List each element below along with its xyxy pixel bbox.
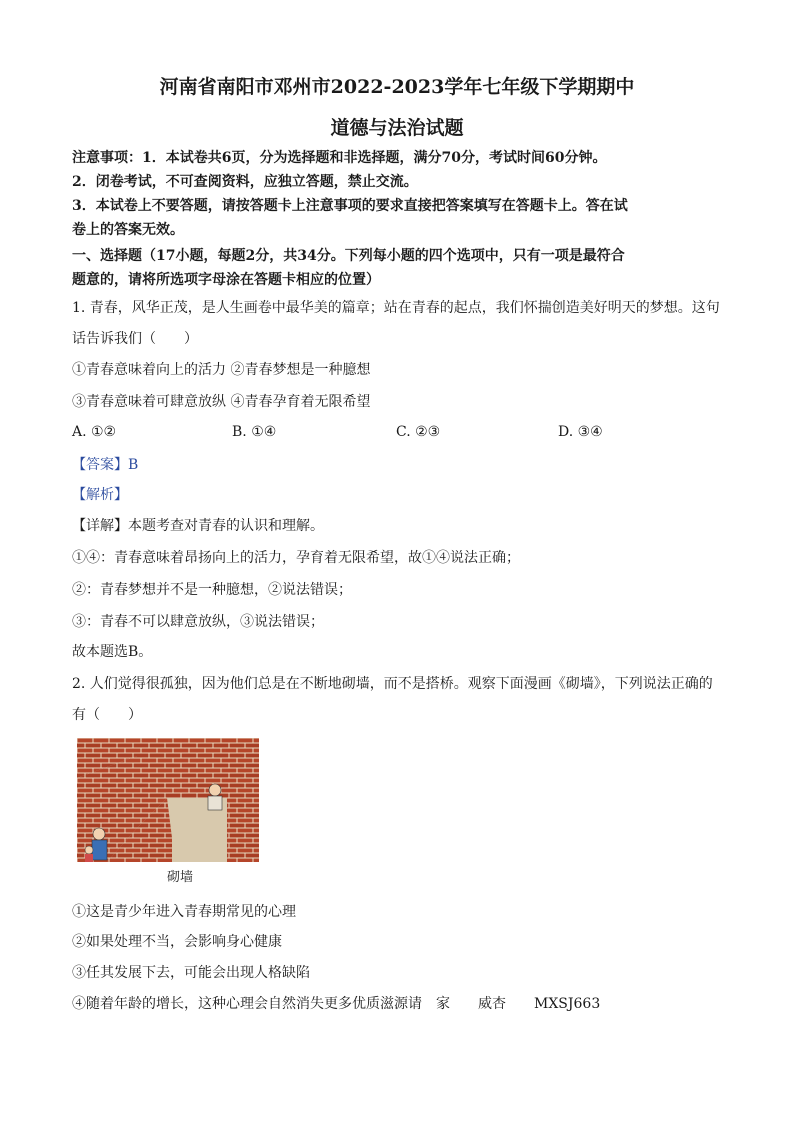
section-heading-2: 题意的，请将所选项字母涂在答题卡相应的位置） — [72, 272, 380, 288]
q1-statement-2: ③青春意味着可肆意放纵 ④青春孕育着无限希望 — [72, 394, 371, 410]
q1-detail: 【详解】本题考查对青春的认识和理解。 — [72, 518, 324, 534]
notes-line-1: 注意事项：1．本试卷共6页，分为选择题和非选择题，满分70分，考试时间60分钟。 — [72, 150, 607, 166]
q1-analysis-label: 【解析】 — [72, 487, 128, 503]
q1-explanation-3: ③：青春不可以肆意放纵，③说法错误； — [72, 614, 324, 630]
q1-option-d: D. ③④ — [558, 424, 603, 440]
comic-brick-wall-illustration — [77, 738, 259, 862]
notes-line-2: 2．闭卷考试，不可查阅资料，应独立答题，禁止交流。 — [72, 174, 418, 190]
q1-stem-1: 1. 青春，风华正茂，是人生画卷中最华美的篇章；站在青春的起点，我们怀揣创造美好明天的梦想。这句 — [72, 300, 720, 316]
q2-statement-1: ①这是青少年进入青春期常见的心理 — [72, 904, 296, 920]
comic-caption: 砌墙 — [166, 870, 193, 885]
q1-explanation-2: ②：青春梦想并不是一种臆想，②说法错误； — [72, 582, 352, 598]
notes-line-3a: 3．本试卷上不要答题，请按答题卡上注意事项的要求直接把答案填写在答题卡上。答在试 — [72, 198, 628, 214]
q1-conclusion: 故本题选B。 — [72, 644, 153, 660]
exam-subtitle: 道德与法治试题 — [330, 117, 464, 139]
q1-stem-2: 话告诉我们（ ） — [72, 331, 198, 347]
q1-answer: 【答案】B — [72, 457, 139, 473]
q1-option-a: A. ①② — [72, 424, 117, 440]
q2-stem-2: 有（ ） — [72, 707, 142, 723]
exam-title: 河南省南阳市邓州市2022-2023学年七年级下学期期中 — [159, 76, 635, 98]
notes-line-3b: 卷上的答案无效。 — [72, 222, 184, 238]
section-heading-1: 一、选择题（17小题，每题2分，共34分。下列每小题的四个选项中，只有一项是最符合 — [72, 248, 625, 264]
q1-explanation-1: ①④：青春意味着昂扬向上的活力，孕育着无限希望，故①④说法正确； — [72, 550, 520, 566]
q1-option-c: C. ②③ — [396, 424, 441, 440]
q1-option-b: B. ①④ — [232, 424, 277, 440]
q2-stem-1: 2. 人们觉得很孤独，因为他们总是在不断地砌墙，而不是搭桥。观察下面漫画《砌墙》，下列说法正确的 — [72, 676, 713, 692]
q2-statement-3: ③任其发展下去，可能会出现人格缺陷 — [72, 965, 310, 981]
q2-statement-2: ②如果处理不当，会影响身心健康 — [72, 934, 282, 950]
q1-statement-1: ①青春意味着向上的活力 ②青春梦想是一种臆想 — [72, 362, 371, 378]
q2-statement-4: ④随着年龄的增长，这种心理会自然消失更多优质滋源请 家 威杏 MXSJ663 — [72, 996, 601, 1012]
